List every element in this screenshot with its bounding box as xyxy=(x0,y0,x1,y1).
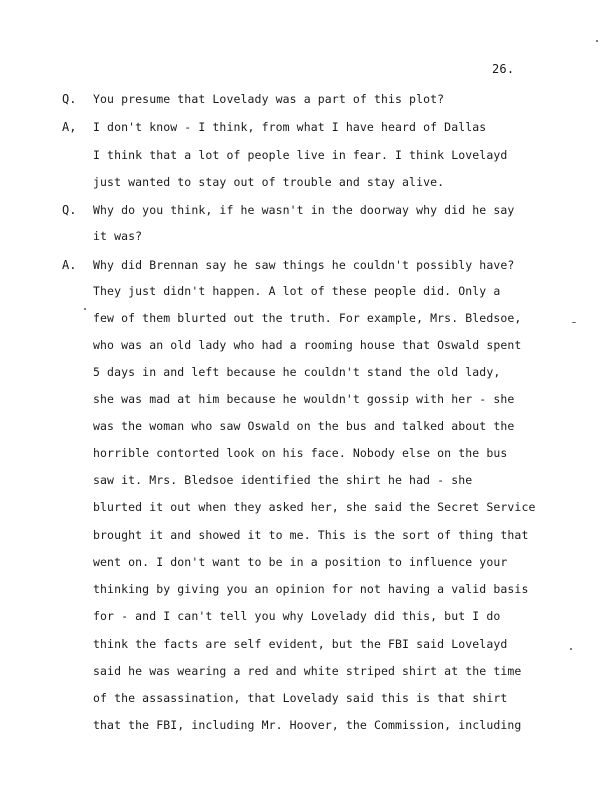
text-line: blurted it out when they asked her, she said the Secret Service xyxy=(93,500,536,514)
entry-marker: A. xyxy=(62,258,77,272)
scan-speck xyxy=(596,40,598,42)
text-line: I think that a lot of people live in fear. I think Lovelayd xyxy=(93,148,508,162)
text-line: brought it and showed it to me. This is the sort of thing that xyxy=(93,528,529,542)
text-line: saw it. Mrs. Bledsoe identified the shirt he had - she xyxy=(93,473,473,487)
text-line: think the facts are self evident, but the FBI said Lovelayd xyxy=(93,637,508,651)
text-line: that the FBI, including Mr. Hoover, the Commission, including xyxy=(93,718,522,732)
text-line: went on. I don't want to be in a position to influence your xyxy=(93,555,508,569)
text-line: You presume that Lovelady was a part of this plot? xyxy=(93,92,445,106)
scan-speck xyxy=(84,308,86,310)
text-line: was the woman who saw Oswald on the bus and talked about the xyxy=(93,419,515,433)
page-number: 26. xyxy=(492,62,515,76)
text-line: it was? xyxy=(93,229,143,243)
text-line: few of them blurted out the truth. For example, Mrs. Bledsoe, xyxy=(93,311,522,325)
entry-marker: Q. xyxy=(62,92,77,106)
text-line: thinking by giving you an opinion for not having a valid basis xyxy=(93,582,529,596)
text-line: Why did Brennan say he saw things he couldn't possibly have? xyxy=(93,258,515,272)
scan-speck xyxy=(570,648,572,650)
entry-marker: A, xyxy=(62,120,77,134)
entry-marker: Q. xyxy=(62,203,77,217)
text-line: Why do you think, if he wasn't in the doorway why did he say xyxy=(93,203,515,217)
text-line: for - and I can't tell you why Lovelady did this, but I do xyxy=(93,609,501,623)
text-line: of the assassination, that Lovelady said this is that shirt xyxy=(93,691,508,705)
text-line: who was an old lady who had a rooming house that Oswald spent xyxy=(93,338,522,352)
text-line: she was mad at him because he wouldn't gossip with her - she xyxy=(93,392,515,406)
text-line: just wanted to stay out of trouble and stay alive. xyxy=(93,175,445,189)
text-line: 5 days in and left because he couldn't stand the old lady, xyxy=(93,365,501,379)
scan-speck xyxy=(572,322,576,323)
text-line: I don't know - I think, from what I have heard of Dallas xyxy=(93,120,487,134)
text-line: horrible contorted look on his face. Nobody else on the bus xyxy=(93,446,508,460)
text-line: They just didn't happen. A lot of these people did. Only a xyxy=(93,284,501,298)
text-line: said he was wearing a red and white striped shirt at the time xyxy=(93,664,522,678)
